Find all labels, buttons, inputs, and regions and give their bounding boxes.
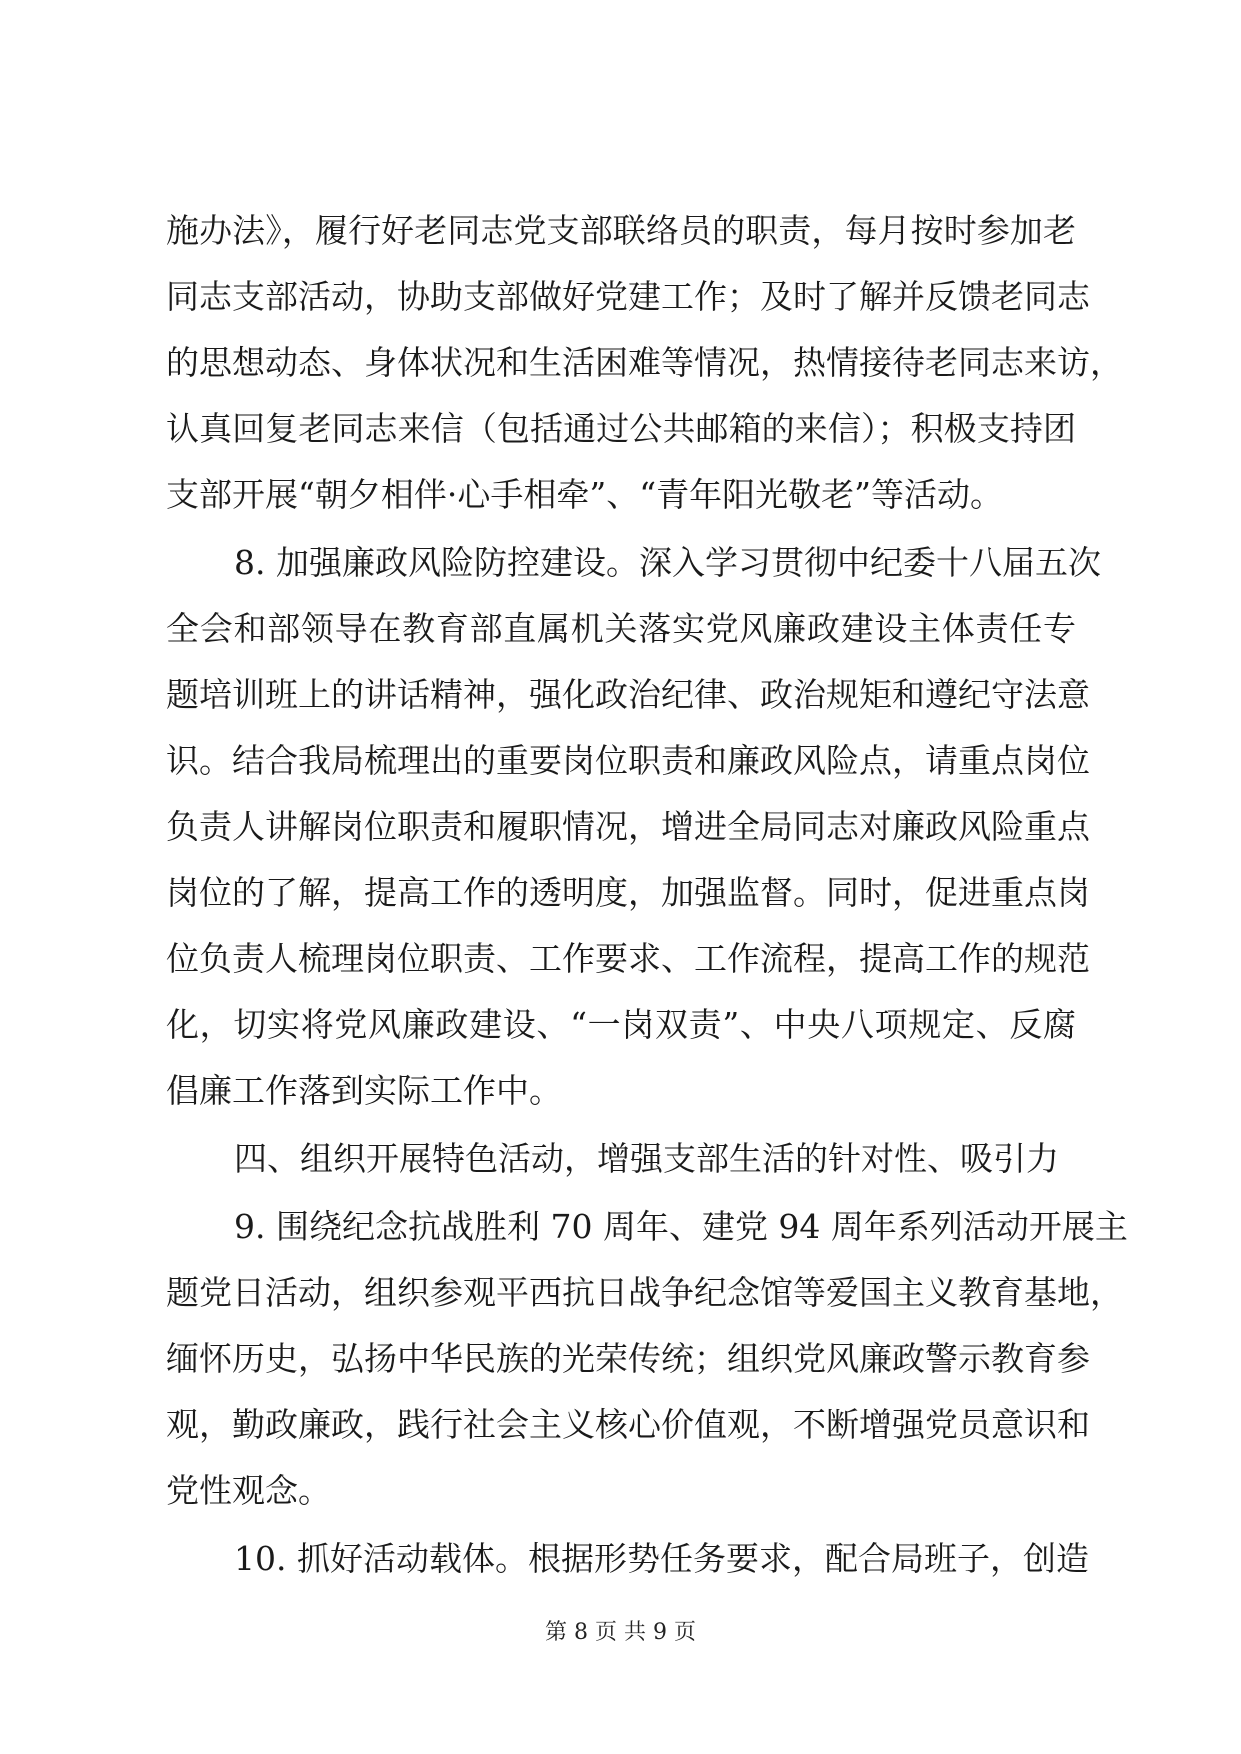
- body-text-line: 缅怀历史，弘扬中华民族的光荣传统；组织党风廉政警示教育参: [166, 1339, 1090, 1378]
- body-text-line: 全会和部领导在教育部直属机关落实党风廉政建设主体责任专: [166, 609, 1076, 648]
- paragraph-9-first-line: 9. 围绕纪念抗战胜利 70 周年、建党 94 周年系列活动开展主: [234, 1207, 1128, 1246]
- body-text-line: 的思想动态、身体状况和生活困难等情况，热情接待老同志来访，: [166, 343, 1123, 382]
- body-text-line: 支部开展“朝夕相伴·心手相牵”、“青年阳光敬老”等活动。: [166, 475, 1003, 514]
- body-text-line: 化，切实将党风廉政建设、“一岗双责”、中央八项规定、反腐: [166, 1005, 1076, 1044]
- body-text-line: 倡廉工作落到实际工作中。: [166, 1071, 562, 1110]
- body-text-line: 负责人讲解岗位职责和履职情况，增进全局同志对廉政风险重点: [166, 807, 1090, 846]
- body-text-line: 观，勤政廉政，践行社会主义核心价值观，不断增强党员意识和: [166, 1405, 1090, 1444]
- body-text-line: 题培训班上的讲话精神，强化政治纪律、政治规矩和遵纪守法意: [166, 675, 1090, 714]
- paragraph-8-first-line: 8. 加强廉政风险防控建设。深入学习贯彻中纪委十八届五次: [234, 543, 1101, 582]
- body-text-line: 题党日活动，组织参观平西抗日战争纪念馆等爱国主义教育基地，: [166, 1273, 1123, 1312]
- body-text-line: 认真回复老同志来信（包括通过公共邮箱的来信）；积极支持团: [166, 409, 1076, 448]
- paragraph-10-first-line: 10. 抓好活动载体。根据形势任务要求，配合局班子，创造: [234, 1539, 1089, 1578]
- page-number-footer: 第 8 页 共 9 页: [545, 1620, 696, 1645]
- body-text-line: 施办法》，履行好老同志党支部联络员的职责，每月按时参加老: [166, 211, 1076, 250]
- body-text-line: 位负责人梳理岗位职责、工作要求、工作流程，提高工作的规范: [166, 939, 1090, 978]
- body-text-line: 同志支部活动，协助支部做好党建工作；及时了解并反馈老同志: [166, 277, 1090, 316]
- body-text-line: 岗位的了解，提高工作的透明度，加强监督。同时，促进重点岗: [166, 873, 1090, 912]
- body-text-line: 识。结合我局梳理出的重要岗位职责和廉政风险点，请重点岗位: [166, 741, 1090, 780]
- section-heading: 四、组织开展特色活动，增强支部生活的针对性、吸引力: [234, 1139, 1059, 1178]
- body-text-line: 党性观念。: [166, 1471, 331, 1510]
